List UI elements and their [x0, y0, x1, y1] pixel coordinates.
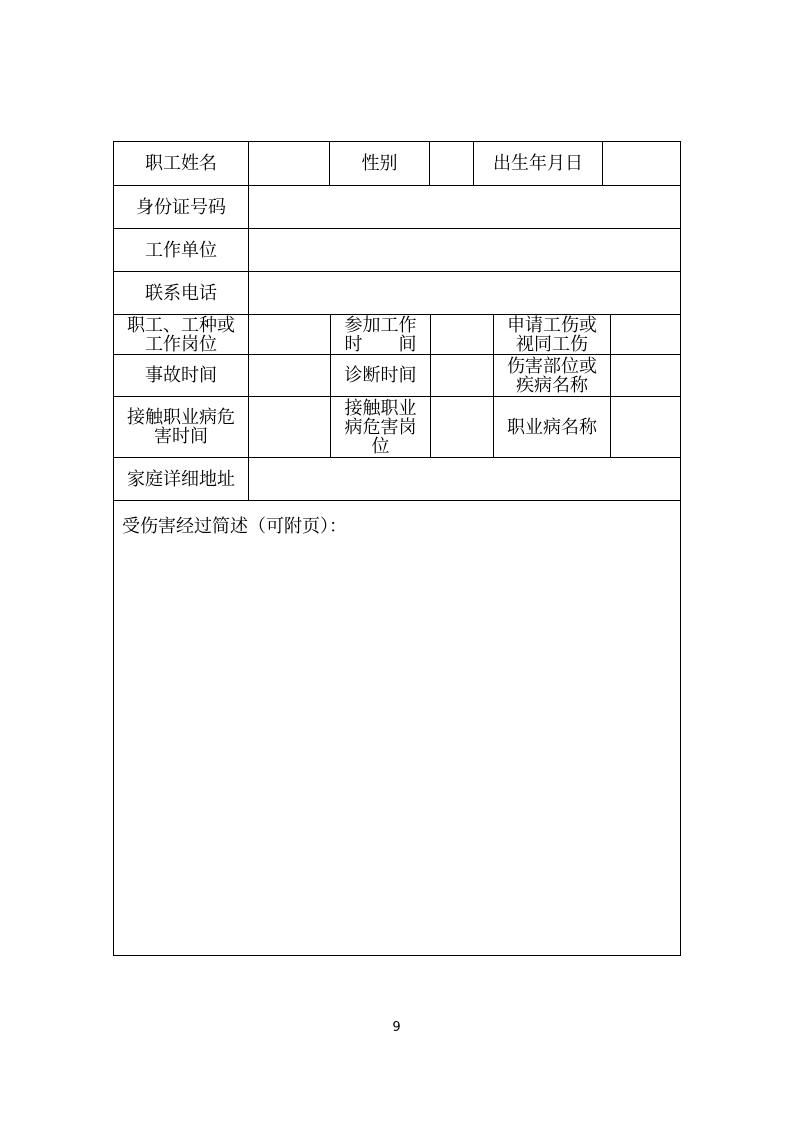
label-work-start-line1: 参加工作 [344, 314, 417, 336]
label-id-number-text: 身份证号码 [136, 196, 226, 218]
label-address-text: 家庭详细地址 [127, 468, 235, 490]
label-exposure-time-line2: 害时间 [154, 426, 208, 447]
label-job [114, 315, 248, 354]
row-divider [114, 500, 680, 501]
label-disease-name [494, 397, 610, 457]
apply-field[interactable] [611, 315, 680, 354]
disease-name-field[interactable] [611, 397, 680, 457]
name-field[interactable] [249, 142, 329, 185]
label-job-line2: 工作岗位 [145, 333, 217, 355]
label-birth [474, 142, 602, 185]
label-injury-part [494, 355, 610, 396]
accident-time-field[interactable] [249, 355, 330, 396]
label-phone-text: 联系电话 [145, 282, 217, 304]
label-birth-text: 出生年月日 [493, 153, 583, 174]
label-work-start [331, 315, 430, 354]
label-id-number [114, 186, 248, 228]
label-accident-time-text: 事故时间 [145, 365, 217, 386]
label-exposure-time [114, 397, 248, 457]
injury-application-form [113, 141, 681, 956]
label-name [114, 142, 248, 185]
diagnosis-time-field[interactable] [431, 355, 493, 396]
page-number: 9 [392, 1020, 401, 1035]
label-accident-time [114, 355, 248, 396]
label-diagnosis-time-text: 诊断时间 [344, 365, 417, 386]
description-label: 受伤害经过简述（可附页）： [122, 516, 347, 537]
label-work-start-line2: 时 间 [344, 333, 417, 355]
exposure-post-field[interactable] [431, 397, 493, 457]
label-diagnosis-time [331, 355, 430, 396]
employer-field[interactable] [249, 229, 680, 271]
label-apply [494, 315, 610, 354]
label-exposure-time-line1: 接触职业病危 [127, 407, 235, 428]
label-phone [114, 272, 248, 314]
label-gender-text: 性别 [361, 153, 398, 174]
work-start-field[interactable] [431, 315, 493, 354]
label-exposure-post-line3: 位 [371, 435, 390, 457]
label-job-line1: 职工、工种或 [127, 314, 235, 336]
exposure-time-field[interactable] [249, 397, 330, 457]
label-disease-name-text: 职业病名称 [507, 416, 597, 438]
label-apply-line1: 申请工伤或 [507, 314, 597, 336]
label-exposure-post [331, 397, 430, 457]
label-gender [330, 142, 429, 185]
label-address [114, 458, 248, 500]
label-name-text: 职工姓名 [145, 153, 217, 174]
label-employer [114, 229, 248, 271]
description-field[interactable] [114, 537, 680, 955]
label-injury-part-line1: 伤害部位或 [507, 355, 597, 377]
label-exposure-post-line1: 接触职业 [344, 397, 417, 419]
label-apply-line2: 视同工伤 [516, 333, 588, 355]
label-exposure-post-line2: 病危害岗 [344, 416, 417, 438]
injury-part-field[interactable] [611, 355, 680, 396]
label-employer-text: 工作单位 [145, 239, 217, 261]
label-injury-part-line2: 疾病名称 [516, 374, 588, 396]
job-field[interactable] [249, 315, 330, 354]
id-number-field[interactable] [249, 186, 680, 228]
phone-field[interactable] [249, 272, 680, 314]
gender-field[interactable] [430, 142, 473, 185]
birth-field[interactable] [603, 142, 680, 185]
address-field[interactable] [249, 458, 680, 500]
